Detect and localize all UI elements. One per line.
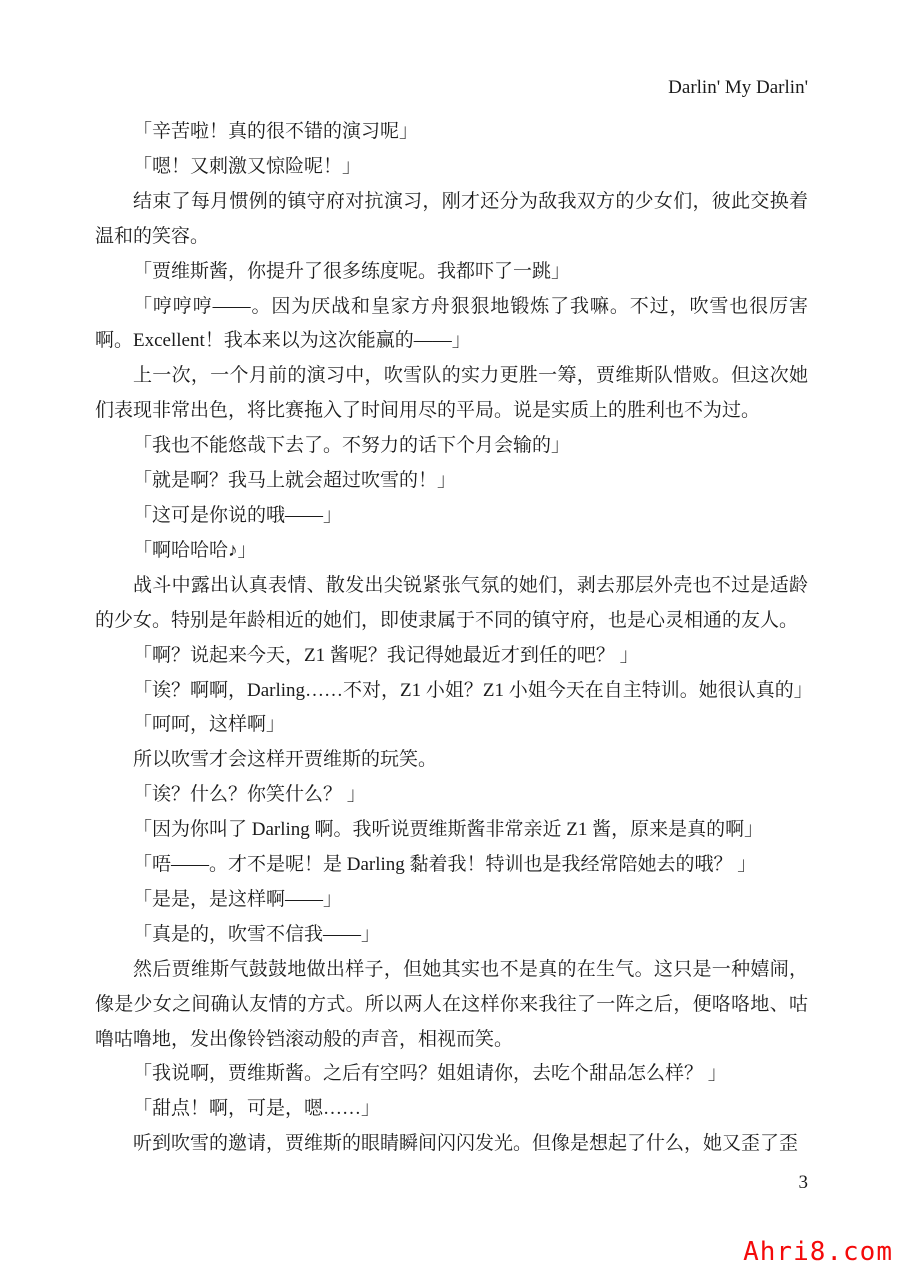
dialogue-line: 「真是的，吹雪不信我——」 — [133, 923, 381, 945]
dialogue-line: 「贾维斯酱，你提升了很多练度呢。我都吓了一跳」 — [133, 260, 571, 282]
dialogue-line: 「就是啊？我马上就会超过吹雪的！」 — [133, 470, 457, 492]
dialogue-line: 「这可是你说的哦——」 — [133, 504, 343, 526]
body-text — [95, 115, 813, 1162]
dialogue-line: 「呵呵，这样啊」 — [133, 714, 286, 736]
dialogue-line: 「诶？啊啊，Darling……不对，Z1 小姐？Z1 小姐今天在自主特训。她很认真的」 — [133, 679, 813, 701]
page-header-title: Darlin' My Darlin' — [668, 77, 808, 98]
page-number: 3 — [798, 1172, 808, 1193]
dialogue-line: 「唔——。才不是呢！是 Darling 黏着我！特训也是我经常陪她去的哦？ 」 — [133, 854, 757, 876]
narration-paragraph: 听到吹雪的邀请，贾维斯的眼睛瞬间闪闪发光。但像是想起了什么，她又歪了歪 — [133, 1133, 799, 1155]
watermark-text: Ahri8.com — [743, 1237, 893, 1267]
dialogue-line: 「诶？什么？你笑什么？ 」 — [133, 784, 366, 806]
dialogue-line: 「啊？说起来今天，Z1 酱呢？我记得她最近才到任的吧？ 」 — [133, 644, 639, 666]
narration-paragraph: 结束了每月惯例的镇守府对抗演习，刚才还分为敌我双方的少女们，彼此交换着温和的笑容。 — [95, 190, 808, 247]
narration-paragraph: 战斗中露出认真表情、散发出尖锐紧张气氛的她们，剥去那层外壳也不过是适龄的少女。特别是年龄相近的她们，即使隶属于不同的镇守府，也是心灵相通的友人。 — [95, 574, 808, 631]
dialogue-line: 「哼哼哼——。因为厌战和皇家方舟狠狠地锻炼了我嘛。不过，吹雪也很厉害啊。Excellent！我本来以为这次能赢的——」 — [95, 295, 808, 352]
narration-paragraph: 上一次，一个月前的演习中，吹雪队的实力更胜一筹，贾维斯队惜败。但这次她们表现非常出色，将比赛拖入了时间用尽的平局。说是实质上的胜利也不为过。 — [95, 365, 808, 422]
dialogue-line: 「是是，是这样啊——」 — [133, 888, 343, 910]
dialogue-line: 「辛苦啦！真的很不错的演习呢」 — [133, 121, 419, 142]
dialogue-line: 「因为你叫了 Darling 啊。我听说贾维斯酱非常亲近 Z1 酱，原来是真的啊」 — [133, 819, 764, 841]
narration-paragraph: 所以吹雪才会这样开贾维斯的玩笑。 — [133, 749, 438, 771]
dialogue-line: 「我也不能悠哉下去了。不努力的话下个月会输的」 — [133, 435, 571, 457]
dialogue-line: 「啊哈哈哈♪」 — [133, 539, 257, 561]
dialogue-line: 「我说啊，贾维斯酱。之后有空吗？姐姐请你，去吃个甜品怎么样？ 」 — [133, 1063, 727, 1085]
narration-paragraph: 然后贾维斯气鼓鼓地做出样子，但她其实也不是真的在生气。这只是一种嬉闹，像是少女之间确认友情的方式。所以两人在这样你来我往了一阵之后，便咯咯地、咕噜咕噜地，发出像铃铛滚动般的声音，相视而笑。 — [95, 958, 808, 1050]
dialogue-line: 「嗯！又刺激又惊险呢！」 — [133, 155, 362, 177]
dialogue-line: 「甜点！啊，可是，嗯……」 — [133, 1098, 381, 1120]
